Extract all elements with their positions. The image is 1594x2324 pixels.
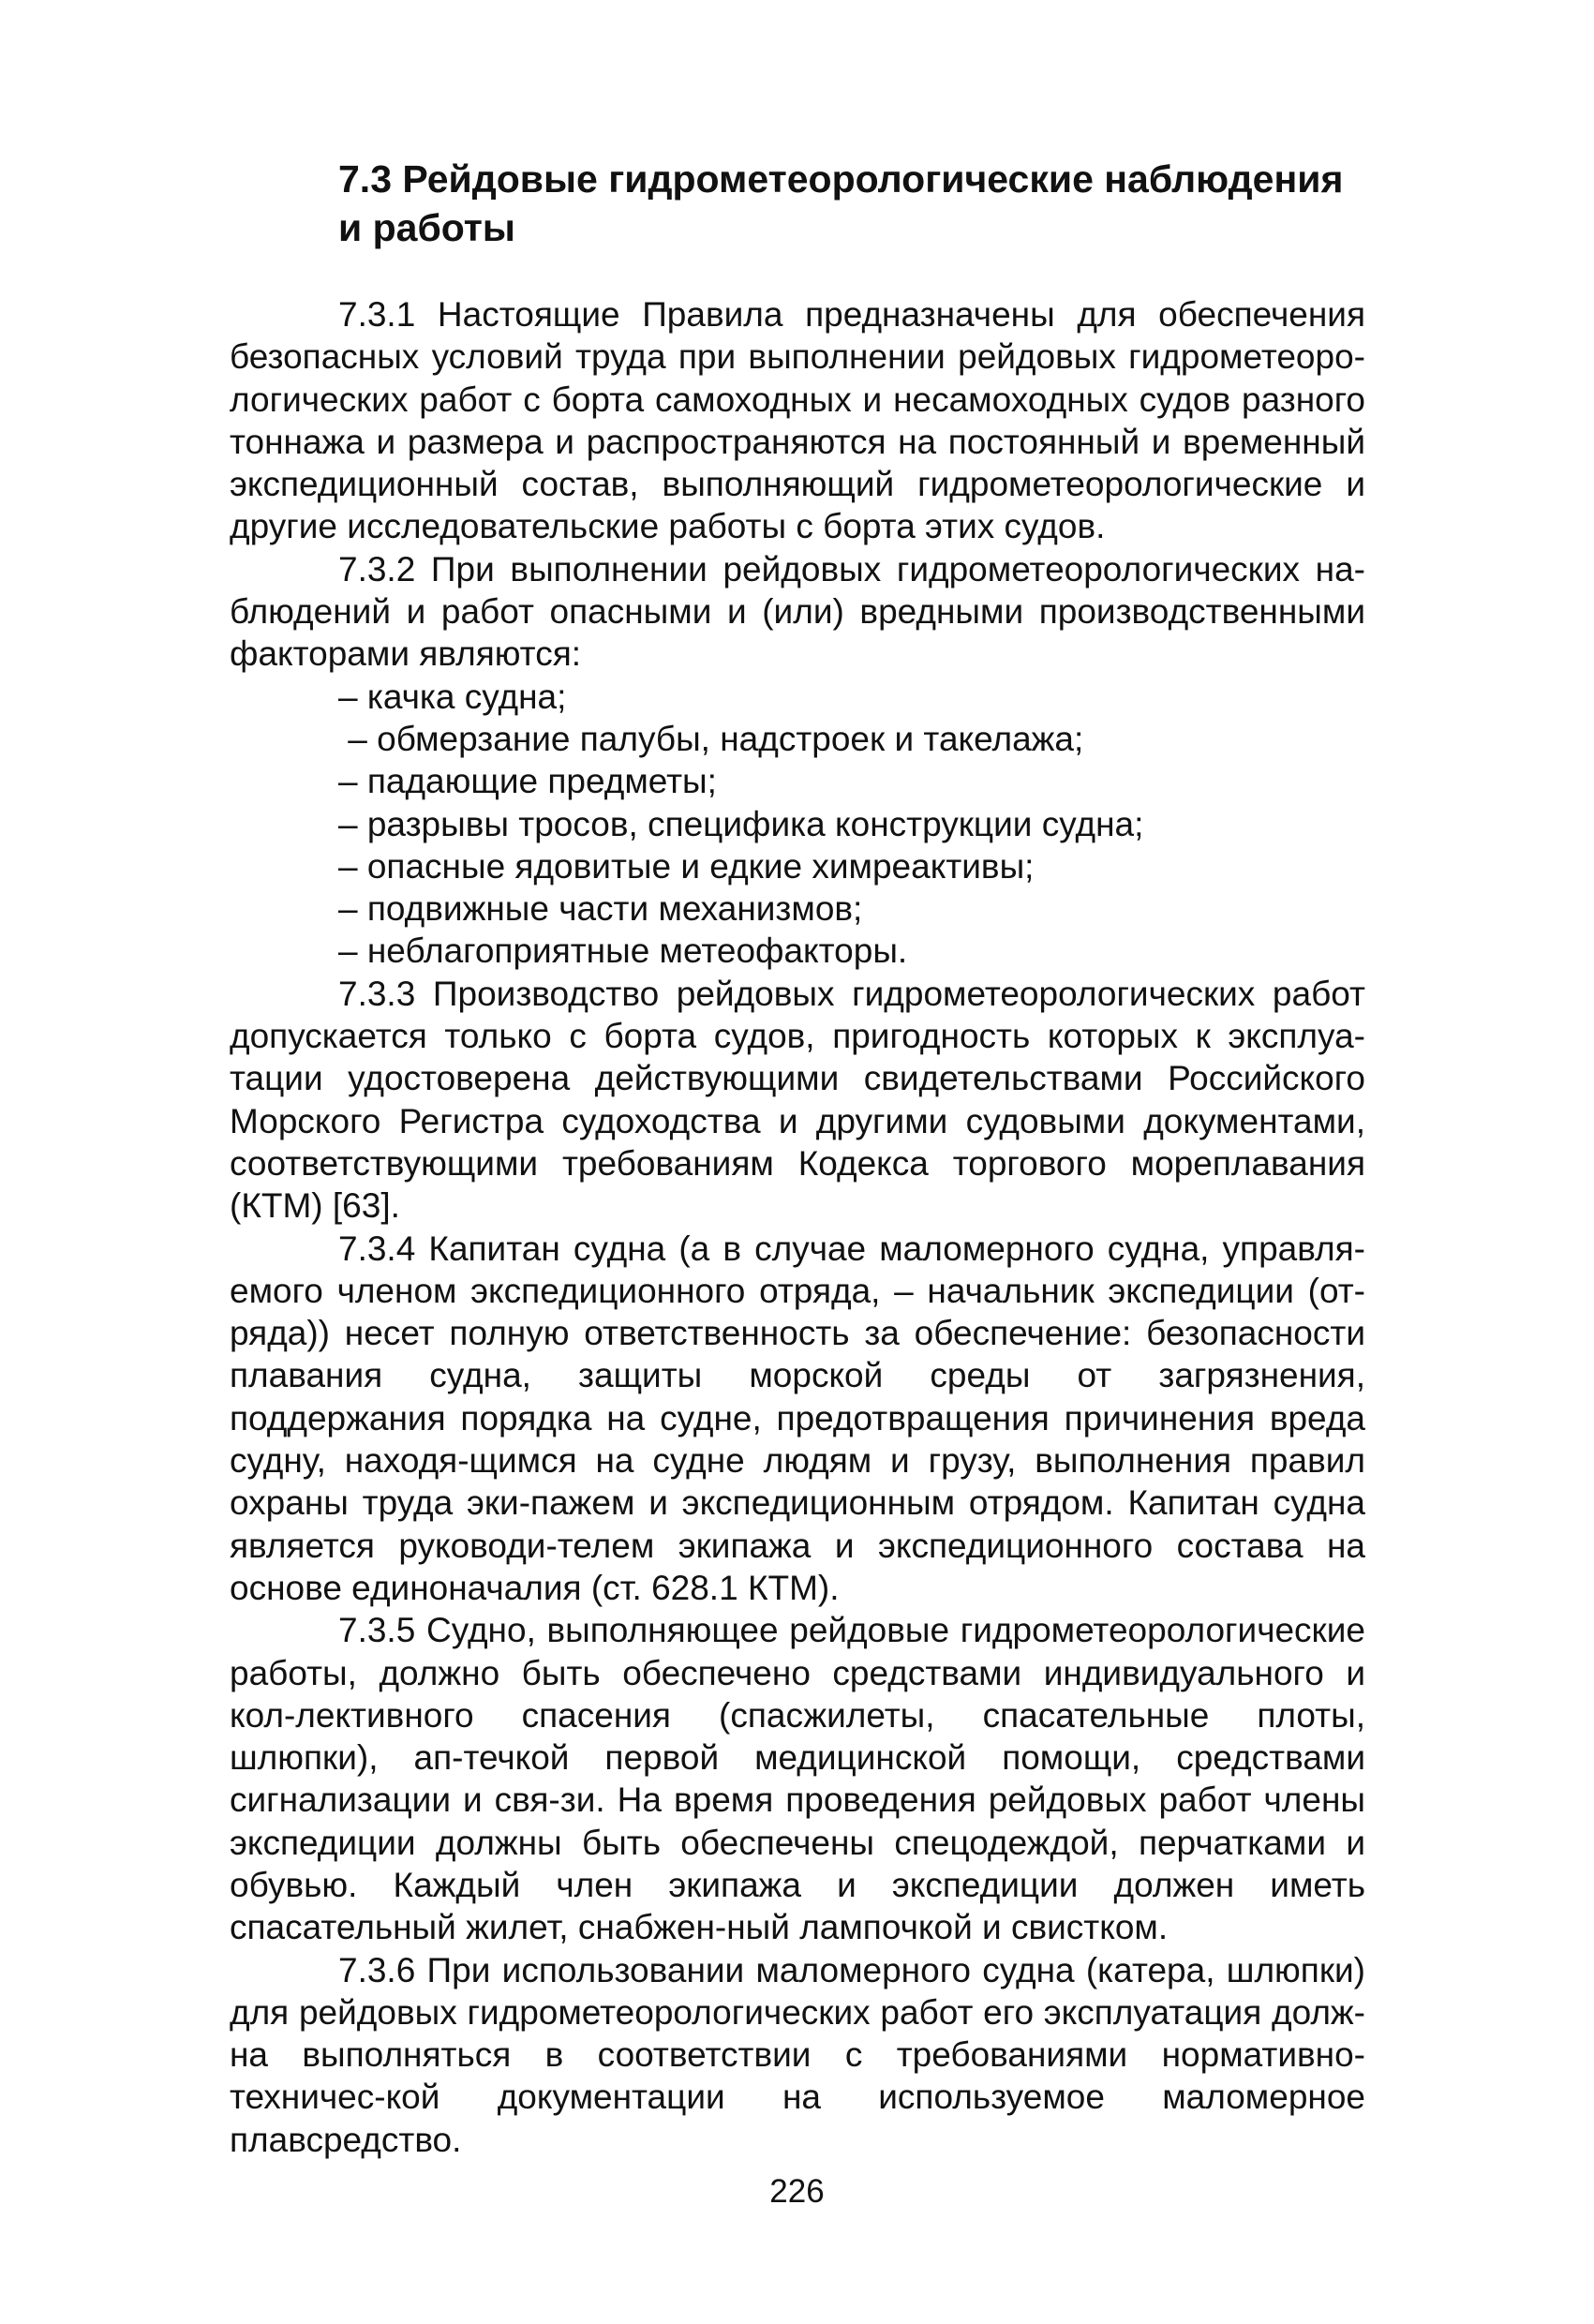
- list-item: – разрывы тросов, специфика конструкции судна;: [338, 804, 1144, 843]
- paragraph-7-3-4: 7.3.4 Капитан судна (а в случае маломерного судна, управля-емого членом экспедиционного отряда, – начальник экспедиции (от-ряда)) несет полную ответственность за обеспечение: безопасности плавания судна, защиты морской среды от загрязнения, поддержания порядка на судне, предотвращения причинения вреда судну, находя-щимся на судне людям и грузу, выполнения правил охраны труда эки-пажем и экспедиционным отрядом. Капитан судна является руководи-телем экипажа и экспедиционного состава на основе единоначалия (ст. 628.1 КТМ).: [230, 1229, 1365, 1607]
- paragraph-7-3-3: 7.3.3 Производство рейдовых гидрометеорологических работ допускается только с борта судов, пригодность которых к эксплуа-тации удостоверена действующими свидетельствами Российского Морского Регистра судоходства и другими судовыми документами, соответствующими требованиям Кодекса торгового мореплавания (КТМ) [63].: [230, 974, 1365, 1226]
- section-heading: 7.3 Рейдовые гидрометеорологические наблюдения и работы: [338, 157, 1344, 249]
- list-item: – обмерзание палубы, надстроек и такелажа;: [338, 719, 1084, 758]
- list-item: – неблагоприятные метеофакторы.: [338, 931, 908, 971]
- hazards-list: [230, 676, 1365, 973]
- page-content: [230, 155, 1365, 2161]
- list-item: – падающие предметы;: [338, 762, 717, 801]
- page-number: 226: [769, 2173, 825, 2210]
- list-item: – опасные ядовитые и едкие химреактивы;: [338, 846, 1035, 886]
- paragraph-7-3-1: 7.3.1 Настоящие Правила предназначены для обеспечения безопасных условий труда при выполнении рейдовых гидрометеоро-логических работ с борта самоходных и несамоходных судов разного тоннажа и размера и распространяются на постоянный и временный экспедиционный состав, выполняющий гидрометеорологические и другие исследовательские работы с борта этих судов.: [230, 295, 1365, 546]
- body-text: [230, 293, 1365, 2161]
- paragraph-7-3-5: 7.3.5 Судно, выполняющее рейдовые гидрометеорологические работы, должно быть обеспечено средствами индивидуального и кол-лективного спасения (спасжилеты, спасательные плоты, шлюпки), ап-течкой первой медицинской помощи, средствами сигнализации и свя-зи. На время проведения рейдовых работ члены экспедиции должны быть обеспечены спецодеждой, перчатками и обувью. Каждый член экипажа и экспедиции должен иметь спасательный жилет, снабжен-ный лампочкой и свистком.: [230, 1611, 1365, 1947]
- paragraph-7-3-2: 7.3.2 При выполнении рейдовых гидрометеорологических на-блюдений и работ опасными и (или) вредными производственными факторами являются:: [230, 549, 1365, 674]
- list-item: – качка судна;: [338, 677, 567, 716]
- paragraph-7-3-6: 7.3.6 При использовании маломерного судна (катера, шлюпки) для рейдовых гидрометеорологических работ его эксплуатация долж-на выполняться в соответствии с требованиями нормативно-техничес-кой документации на используемое маломерное плавсредство.: [230, 1950, 1365, 2159]
- list-item: – подвижные части механизмов;: [338, 889, 863, 929]
